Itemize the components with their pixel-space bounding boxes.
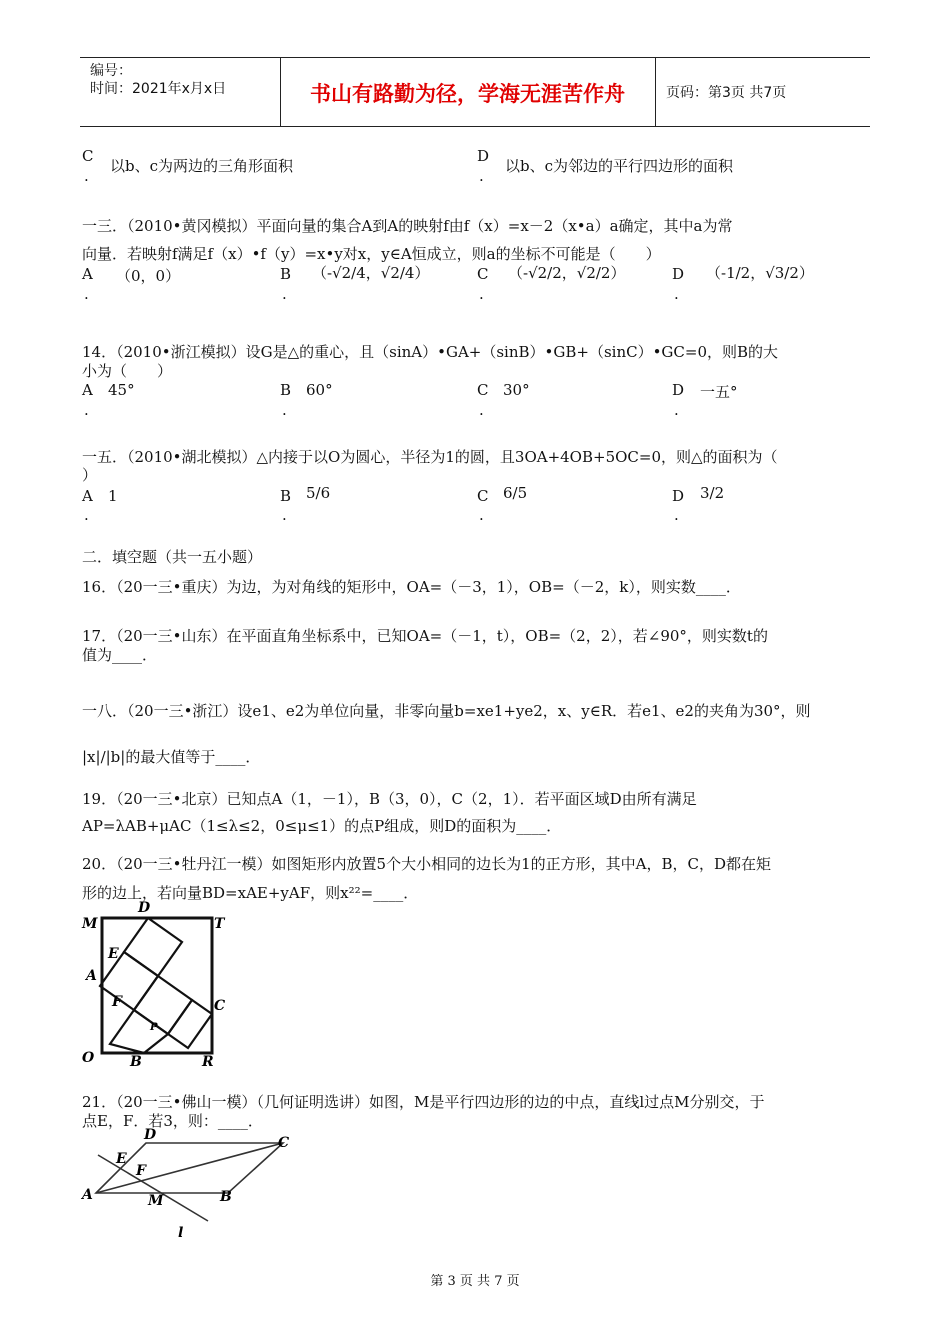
option-dot: . [479,506,484,524]
q21-label: B [220,1189,232,1205]
q13-option-a-text: （0，0） [116,267,181,285]
q15-option-a-text: 1 [108,487,118,505]
q19-line2: AP=λAB+μAC（1≤λ≤2，0≤μ≤1）的点P组成，则D的面积为____． [82,817,562,835]
q15-option-a-letter: A [82,487,93,505]
q12-option-c-letter: C [82,147,94,165]
q21-label: E [116,1151,127,1167]
option-dot: . [479,285,484,303]
q20-label: P [150,1022,158,1033]
header-time: 时间：2021年x月x日 [90,81,227,97]
option-dot: . [282,401,287,419]
q20-square [168,1000,212,1048]
q20-label: F [112,994,122,1010]
q13-option-b-letter: B [280,265,292,283]
option-dot: . [674,506,679,524]
q12-option-c-text: 以b、c为两边的三角形面积 [110,157,294,175]
q20-label: M [82,916,98,932]
q15-option-c-text: 6/5 [503,484,528,502]
q21-line2: 点E，F．若3，则：____． [82,1112,263,1130]
q15-option-d-letter: D [672,487,685,505]
q15-option-c-letter: C [477,487,489,505]
q21-label: M [148,1193,164,1209]
q17-line1: 17．（20一三•山东）在平面直角坐标系中，已知OA=（－1，t），OB=（2，2），若∠90°，则实数t的 [82,627,768,645]
option-dot: . [282,506,287,524]
q12-option-d-letter: D [477,147,490,165]
q13-option-c-letter: C [477,265,489,283]
q13-option-d-text: （-1/2，√3/2） [706,264,814,282]
q20-square [124,918,182,976]
q17-line2: 值为____． [82,646,158,664]
option-dot: . [674,401,679,419]
q13-line1: 一三．（2010•黄冈模拟）平面向量的集合A到A的映射f由f（x）=x－2（x•a）a确定，其中a为常 [82,217,733,235]
q13-line2: 向量．若映射f满足f（x）•f（y）=x•y对x，y∈A恒成立，则a的坐标不可能是（ ） [82,245,661,263]
option-dot: . [84,285,89,303]
q20-label: R [202,1054,214,1070]
q21-label: F [136,1163,146,1179]
q20-label: E [108,946,119,962]
header-page-info: 页码：第3页 共7页 [666,85,787,101]
option-dot: . [479,167,484,185]
q14-line1: 14．（2010•浙江模拟）设G是△的重心，且（sinA）•GA+（sinB）•GB+（sinC）•GC=0，则B的大 [82,343,779,361]
q18-line2: |x|/|b|的最大值等于____． [82,748,261,766]
header-meta [90,62,226,98]
q15-option-d-text: 3/2 [700,484,725,502]
page-footer: 第 3 页 共 7 页 [430,1274,520,1289]
q15-option-b-letter: B [280,487,292,505]
q18-line1: 一八．（20一三•浙江）设e1、e2为单位向量，非零向量b=xe1+ye2，x、y∈R．若e1、e2的夹角为30°，则 [82,702,811,720]
q15-line2: ） [82,466,98,484]
q19-line1: 19．（20一三•北京）已知点A（1，－1），B（3，0），C（2，1）．若平面区域D由所有满足 [82,790,697,808]
q13-option-b-text: （-√2/4，√2/4） [312,264,430,282]
q13-option-a-letter: A [82,265,93,283]
header-divider [655,58,656,126]
option-dot: . [84,401,89,419]
q20-label: T [214,916,225,932]
q21-line1: 21．（20一三•佛山一模）（几何证明选讲）如图，M是平行四边形的边的中点，直线l过点M分别交，于 [82,1093,765,1111]
q12-option-d-text: 以b、c为邻边的平行四边形的面积 [505,157,734,175]
option-dot: . [84,167,89,185]
q15-option-b-text: 5/6 [306,484,331,502]
q20-square [110,1010,168,1053]
q14-option-a-letter: A [82,381,93,399]
q14-option-b-letter: B [280,381,292,399]
q14-option-b-text: 60° [306,381,333,399]
q16-line: 16．（20一三•重庆）为边，为对角线的矩形中，OA=（－3，1），OB=（－2，k），则实数____． [82,578,741,596]
q20-line2: 形的边上，若向量BD=xAE+yAF，则x²²=____． [82,884,419,902]
q21-label: A [82,1187,93,1203]
page-header [80,57,870,127]
q13-option-d-letter: D [672,265,685,283]
option-dot: . [479,401,484,419]
header-number: 编号： [90,63,132,79]
q13-option-c-text: （-√2/2，√2/2） [508,264,626,282]
q14-option-d-letter: D [672,381,685,399]
q20-label: A [86,968,97,984]
q20-label: C [214,998,226,1014]
section-title: 二．填空题（共一五小题） [82,548,263,566]
q20-label: O [82,1050,95,1066]
q14-option-d-text: 一五° [700,383,738,401]
q21-label: C [278,1135,290,1151]
q14-option-a-text: 45° [108,381,135,399]
header-motto: 书山有路勤为径，学海无涯苦作舟 [310,82,625,106]
q21-label: D [144,1127,157,1143]
q14-line2: 小为（ ） [82,362,173,380]
option-dot: . [674,285,679,303]
q20-figure [78,896,238,1071]
q20-label: B [130,1054,142,1070]
q20-label: D [138,900,151,916]
q20-square [134,976,192,1034]
q21-label: l [178,1225,184,1241]
option-dot: . [282,285,287,303]
q14-option-c-text: 30° [503,381,530,399]
q21-figure [78,1125,298,1260]
q14-option-c-letter: C [477,381,489,399]
option-dot: . [84,506,89,524]
q20-line1: 20．（20一三•牡丹江一模）如图矩形内放置5个大小相同的边长为1的正方形，其中A，B，C，D都在矩 [82,855,771,873]
q15-line1: 一五．（2010•湖北模拟）△内接于以O为圆心，半径为1的圆，且3OA+4OB+5OC=0，则△的面积为（ [82,448,778,466]
